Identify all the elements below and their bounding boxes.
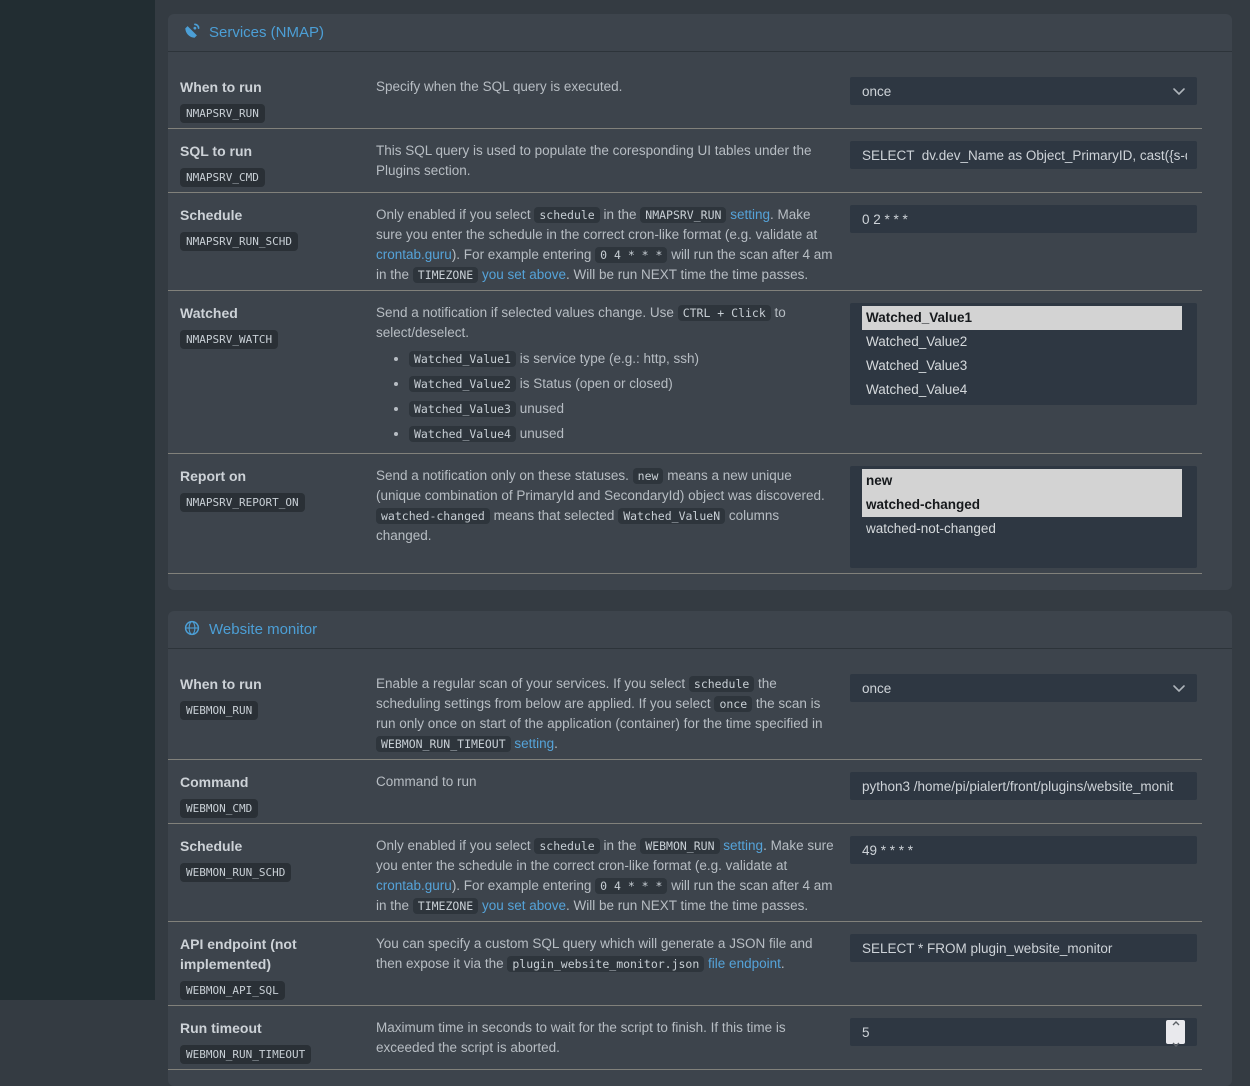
- description-paragraph: [376, 836, 836, 916]
- inline-code: 0 4 * * *: [595, 247, 667, 263]
- webmon-run-schd-input[interactable]: [850, 836, 1197, 864]
- inline-code: NMAPSRV_RUN: [640, 207, 726, 223]
- setting-input-cell: [850, 141, 1197, 187]
- setting-name: Watched: [180, 305, 238, 321]
- setting-input-cell: [850, 1018, 1197, 1064]
- description-text: unused: [515, 401, 564, 416]
- panel-website-monitor: [168, 611, 1232, 1086]
- description-text: columns changed.: [376, 508, 780, 543]
- inline-code: 0 4 * * *: [595, 878, 667, 894]
- description-text: Specify when the SQL query is executed.: [376, 79, 623, 94]
- description-paragraph: [376, 466, 836, 546]
- nmapsrv-run-schd-input[interactable]: [850, 205, 1197, 233]
- description-paragraph: [376, 772, 836, 792]
- inline-code: schedule: [689, 676, 754, 692]
- list-option[interactable]: Watched_Value1: [862, 306, 1182, 330]
- panel-header-services-nmap: [168, 14, 1232, 52]
- setting-name: When to run: [180, 676, 262, 692]
- setting-description: [376, 836, 836, 916]
- description-text: Maximum time in seconds to wait for the script to finish. If this time is exceeded the script is aborted.: [376, 1020, 786, 1055]
- description-text: will run the scan after 4 am in the: [376, 247, 833, 282]
- settings-content: [155, 0, 1250, 1061]
- setting-input-cell: [850, 934, 1197, 1000]
- description-text: . Make sure you enter the schedule in the correct cron-like format (e.g. validate at: [376, 838, 834, 873]
- description-link[interactable]: you set above: [481, 267, 566, 282]
- number-spinner[interactable]: [1166, 1020, 1185, 1044]
- description-text: will run the scan after 4 am in the: [376, 878, 833, 913]
- setting-name-cell: [180, 303, 376, 448]
- setting-description: [376, 205, 836, 285]
- inline-code: WEBMON_RUN_TIMEOUT: [376, 736, 511, 752]
- list-option[interactable]: watched-not-changed: [866, 521, 996, 536]
- description-bullet-list: [376, 348, 836, 445]
- description-text: Only enabled if you select: [376, 207, 535, 222]
- description-text: the scan is run only once on start of the application (container) for the time specified in: [376, 696, 823, 731]
- setting-code-badge: WEBMON_RUN: [180, 701, 258, 720]
- setting-description: [376, 466, 836, 568]
- inline-code: once: [714, 696, 752, 712]
- inline-code: Watched_ValueN: [618, 508, 725, 524]
- row-divider: [168, 573, 1202, 574]
- setting-code-badge: NMAPSRV_RUN: [180, 104, 265, 123]
- setting-name: Command: [180, 774, 249, 790]
- setting-name: Run timeout: [180, 1020, 262, 1036]
- inline-code: watched-changed: [376, 508, 490, 524]
- list-option[interactable]: new: [862, 469, 1182, 493]
- setting-description: [376, 674, 836, 754]
- panel-title: Services (NMAP): [209, 24, 325, 41]
- inline-code: schedule: [534, 207, 599, 223]
- description-bullet: [409, 373, 836, 395]
- setting-name: Report on: [180, 468, 247, 484]
- setting-description: [376, 141, 836, 187]
- setting-name-cell: [180, 141, 376, 187]
- description-text: Send a notification only on these statuses.: [376, 468, 633, 483]
- satellite-dish-icon: [184, 23, 200, 43]
- description-text: to select/deselect.: [376, 305, 786, 340]
- select-value: once: [862, 680, 892, 696]
- description-text: Enable a regular scan of your services. If you select: [376, 676, 689, 691]
- panel-services-nmap: [168, 14, 1232, 590]
- description-bullet: [409, 398, 836, 420]
- list-option[interactable]: Watched_Value2: [866, 334, 968, 349]
- inline-code: Watched_Value3: [409, 401, 516, 417]
- nmapsrv-report-on-listbox[interactable]: [850, 466, 1197, 568]
- setting-description: [376, 772, 836, 818]
- description-text: in the: [599, 207, 641, 222]
- setting-code-badge: WEBMON_API_SQL: [180, 981, 285, 1000]
- spinner-down-icon: [1172, 1034, 1180, 1052]
- setting-row-nmapsrv-watch: [168, 291, 1232, 453]
- setting-code-badge: NMAPSRV_CMD: [180, 168, 265, 187]
- settings-panels: [168, 14, 1232, 1086]
- description-text: ). For example entering: [451, 247, 596, 262]
- description-paragraph: [376, 934, 836, 974]
- setting-input-cell: [850, 772, 1197, 818]
- webmon-run-timeout-input[interactable]: [850, 1018, 1197, 1046]
- description-bullet: [409, 423, 836, 445]
- setting-code-badge: NMAPSRV_WATCH: [180, 330, 278, 349]
- description-text: You can specify a custom SQL query which will generate a JSON file and then expose it via the: [376, 936, 813, 971]
- setting-row-webmon-run-timeout: [168, 1006, 1232, 1069]
- description-link[interactable]: setting: [723, 838, 764, 853]
- setting-name-cell: [180, 934, 376, 1000]
- inline-code: TIMEZONE: [413, 898, 478, 914]
- setting-name-cell: [180, 77, 376, 123]
- setting-description: [376, 934, 836, 1000]
- chevron-down-icon: [1173, 84, 1185, 99]
- setting-code-badge: WEBMON_CMD: [180, 799, 258, 818]
- description-text: is Status (open or closed): [515, 376, 673, 391]
- description-link[interactable]: file endpoint: [708, 956, 781, 971]
- list-option[interactable]: watched-changed: [862, 493, 1182, 517]
- description-paragraph: [376, 303, 836, 343]
- setting-row-webmon-api-sql: [168, 922, 1232, 1005]
- setting-description: [376, 303, 836, 448]
- description-text: .: [780, 956, 785, 971]
- description-text: This SQL query is used to populate the coresponding UI tables under the Plugins section.: [376, 143, 812, 178]
- setting-name-cell: [180, 772, 376, 818]
- setting-input-cell: [850, 205, 1197, 285]
- select-value: once: [862, 83, 892, 99]
- setting-description: [376, 77, 836, 123]
- inline-code: Watched_Value1: [409, 351, 516, 367]
- description-paragraph: [376, 141, 836, 181]
- setting-code-badge: NMAPSRV_RUN_SCHD: [180, 232, 298, 251]
- setting-name: API endpoint (not implemented): [180, 936, 297, 972]
- setting-row-nmapsrv-run-schd: [168, 193, 1232, 290]
- row-divider: [168, 1069, 1202, 1070]
- setting-name-cell: [180, 836, 376, 916]
- webmon-api-sql-input[interactable]: [850, 934, 1197, 962]
- description-text: . Make sure you enter the schedule in the correct cron-like format (e.g. validate at: [376, 207, 818, 242]
- description-text: the scheduling settings from below are applied. If you select: [376, 676, 777, 711]
- description-text: means a new unique (unique combination of PrimaryId and SecondaryId) object was discovered.: [376, 468, 825, 503]
- setting-description: [376, 1018, 836, 1064]
- setting-row-webmon-run: [168, 649, 1232, 759]
- setting-name-cell: [180, 205, 376, 285]
- description-paragraph: [376, 205, 836, 285]
- setting-name: SQL to run: [180, 143, 253, 159]
- sidebar: [0, 0, 155, 1000]
- setting-name: Schedule: [180, 838, 243, 854]
- setting-input-cell: [850, 77, 1197, 123]
- setting-row-webmon-run-schd: [168, 824, 1232, 921]
- inline-code: Watched_Value2: [409, 376, 516, 392]
- inline-code: plugin_website_monitor.json: [507, 956, 704, 972]
- setting-input-cell: [850, 836, 1197, 916]
- panel-header-website-monitor: [168, 611, 1232, 649]
- description-text: ). For example entering: [451, 878, 596, 893]
- description-text: is service type (e.g.: http, ssh): [515, 351, 700, 366]
- setting-name-cell: [180, 1018, 376, 1064]
- setting-code-badge: NMAPSRV_REPORT_ON: [180, 493, 305, 512]
- inline-code: TIMEZONE: [413, 267, 478, 283]
- spinner-up-icon: [1172, 1013, 1180, 1031]
- setting-row-nmapsrv-cmd: [168, 129, 1232, 192]
- setting-name-cell: [180, 674, 376, 754]
- description-link[interactable]: setting: [514, 736, 555, 751]
- webmon-cmd-input[interactable]: [850, 772, 1197, 800]
- globe-icon: [184, 620, 200, 640]
- setting-row-nmapsrv-report-on: [168, 454, 1232, 573]
- description-text: means that selected: [489, 508, 619, 523]
- list-option[interactable]: Watched_Value4: [866, 382, 968, 397]
- setting-name: When to run: [180, 79, 262, 95]
- panel-body-website-monitor: [168, 649, 1232, 1086]
- description-text: Only enabled if you select: [376, 838, 535, 853]
- inline-code: schedule: [534, 838, 599, 854]
- setting-code-badge: WEBMON_RUN_TIMEOUT: [180, 1045, 311, 1064]
- description-text: .: [554, 736, 558, 751]
- setting-row-webmon-cmd: [168, 760, 1232, 823]
- setting-row-nmapsrv-run: [168, 52, 1232, 128]
- inline-code: WEBMON_RUN: [640, 838, 719, 854]
- description-link[interactable]: crontab.guru: [376, 878, 452, 893]
- inline-code: Watched_Value4: [409, 426, 516, 442]
- description-link[interactable]: setting: [730, 207, 770, 222]
- description-link[interactable]: you set above: [481, 898, 566, 913]
- description-text: unused: [515, 426, 564, 441]
- webmon-run-select[interactable]: [850, 674, 1197, 702]
- setting-name-cell: [180, 466, 376, 568]
- description-paragraph: [376, 674, 836, 754]
- description-bullet: [409, 348, 836, 370]
- setting-input-cell: [850, 466, 1197, 568]
- panel-title: Website monitor: [209, 621, 318, 638]
- description-paragraph: [376, 1018, 836, 1058]
- inline-code: new: [633, 468, 664, 484]
- description-text: Send a notification if selected values change. Use: [376, 305, 678, 320]
- nmapsrv-cmd-input[interactable]: [850, 141, 1197, 169]
- description-text: . Will be run NEXT time the time passes.: [566, 267, 809, 282]
- setting-code-badge: WEBMON_RUN_SCHD: [180, 863, 291, 882]
- description-paragraph: [376, 77, 836, 97]
- description-text: Command to run: [376, 774, 477, 789]
- description-link[interactable]: crontab.guru: [376, 247, 452, 262]
- nmapsrv-run-select[interactable]: [850, 77, 1197, 105]
- panel-body-services-nmap: [168, 52, 1232, 590]
- description-text: . Will be run NEXT time the time passes.: [566, 898, 809, 913]
- setting-input-cell: [850, 303, 1197, 448]
- chevron-down-icon: [1173, 681, 1185, 696]
- list-option[interactable]: Watched_Value3: [866, 358, 968, 373]
- nmapsrv-watch-listbox[interactable]: [850, 303, 1197, 405]
- description-text: in the: [599, 838, 641, 853]
- setting-name: Schedule: [180, 207, 243, 223]
- inline-code: CTRL + Click: [678, 305, 771, 321]
- setting-input-cell: [850, 674, 1197, 754]
- number-input-wrap: [850, 1018, 1197, 1046]
